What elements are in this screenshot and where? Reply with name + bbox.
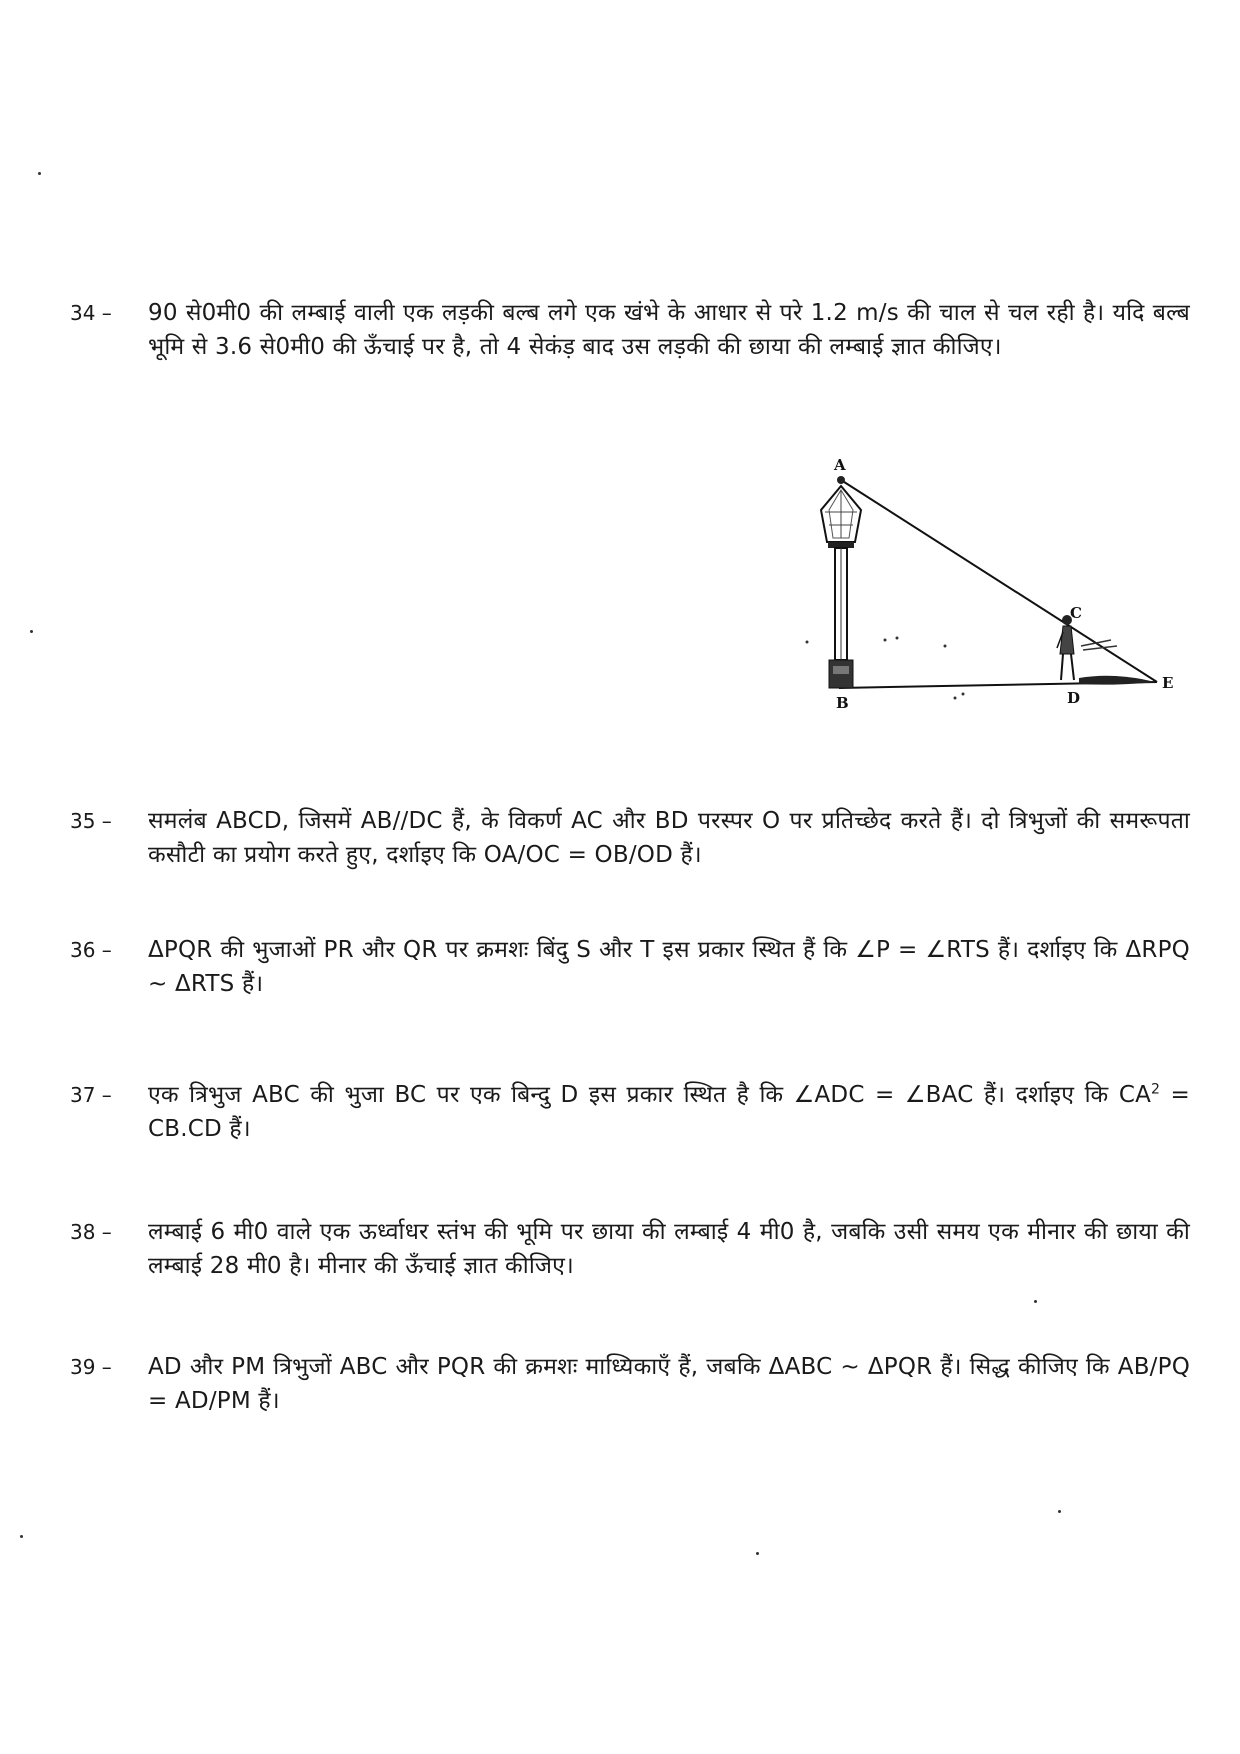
question-36: [70, 933, 1190, 1001]
question-34: [70, 296, 1190, 364]
question-text: ΔPQR की भुजाओं PR और QR पर क्रमशः बिंदु S और T इस प्रकार स्थित हैं कि ∠P = ∠RTS हैं। दर्शाइए कि ΔRPQ ~ ΔRTS हैं।: [148, 937, 1190, 997]
question-39: [70, 1350, 1190, 1418]
question-number: 39 –: [70, 1355, 112, 1379]
question-text: [148, 1078, 1190, 1146]
question-number: 34 –: [70, 301, 112, 325]
question-37: [70, 1078, 1190, 1146]
question-number: 37 –: [70, 1083, 112, 1107]
superscript: 2: [1151, 1081, 1161, 1098]
lamp-shadow-diagram: [795, 450, 1195, 720]
scan-speck: [20, 1535, 23, 1538]
lamp-post-icon: [821, 476, 861, 688]
question-text-part: एक त्रिभुज ABC की भुजा BC पर एक बिन्दु D इस प्रकार स्थित है कि ∠ADC = ∠BAC हैं। दर्शाइए कि CA: [148, 1082, 1152, 1108]
label-e: E: [1162, 674, 1174, 692]
scan-speck: [30, 630, 33, 633]
label-d: D: [1067, 689, 1081, 707]
shadow-de: [1079, 676, 1155, 685]
question-text: समलंब ABCD, जिसमें AB//DC हैं, के विकर्ण AC और BD परस्पर O पर प्रतिच्छेद करते हैं। दो त्रिभुजों की समरूपता कसौटी का प्रयोग करते हुए, दर्शाइए कि OA/OC = OB/OD हैं।: [148, 808, 1190, 868]
light-ray-ae: [841, 480, 1157, 682]
scan-speck: [38, 172, 41, 175]
question-text-part: = CB.CD हैं।: [148, 1082, 1190, 1142]
question-number: 36 –: [70, 938, 112, 962]
question-text: लम्बाई 6 मी0 वाले एक ऊर्ध्वाधर स्तंभ की भूमि पर छाया की लम्बाई 4 मी0 है, जबकि उसी समय एक मीनार की छाया की लम्बाई 28 मी0 है। मीनार की ऊँचाई ज्ञात कीजिए।: [148, 1219, 1190, 1279]
question-text: 90 से0मी0 की लम्बाई वाली एक लड़की बल्ब लगे एक खंभे के आधार से परे 1.2 m/s की चाल से चल रही है। यदि बल्ब भूमि से 3.6 से0मी0 की ऊँचाई पर है, तो 4 सेकंड़ बाद उस लड़की की छाया की लम्बाई ज्ञात कीजिए।: [148, 300, 1190, 360]
question-number: 35 –: [70, 809, 112, 833]
scan-speck: [1058, 1510, 1061, 1513]
label-c: C: [1070, 604, 1082, 622]
scan-speck: [756, 1552, 759, 1555]
label-b: B: [836, 694, 849, 712]
lamp-shadow-figure: [795, 450, 1195, 720]
label-a: A: [834, 456, 846, 474]
question-38: [70, 1215, 1190, 1283]
girl-figure-icon: [1057, 615, 1074, 680]
scan-speck: [1034, 1300, 1037, 1303]
question-number: 38 –: [70, 1220, 112, 1244]
question-35: [70, 804, 1190, 872]
question-text: AD और PM त्रिभुजों ABC और PQR की क्रमशः माध्यिकाएँ हैं, जबकि ΔABC ~ ΔPQR हैं। सिद्ध कीजिए कि AB/PQ = AD/PM हैं।: [148, 1354, 1190, 1414]
